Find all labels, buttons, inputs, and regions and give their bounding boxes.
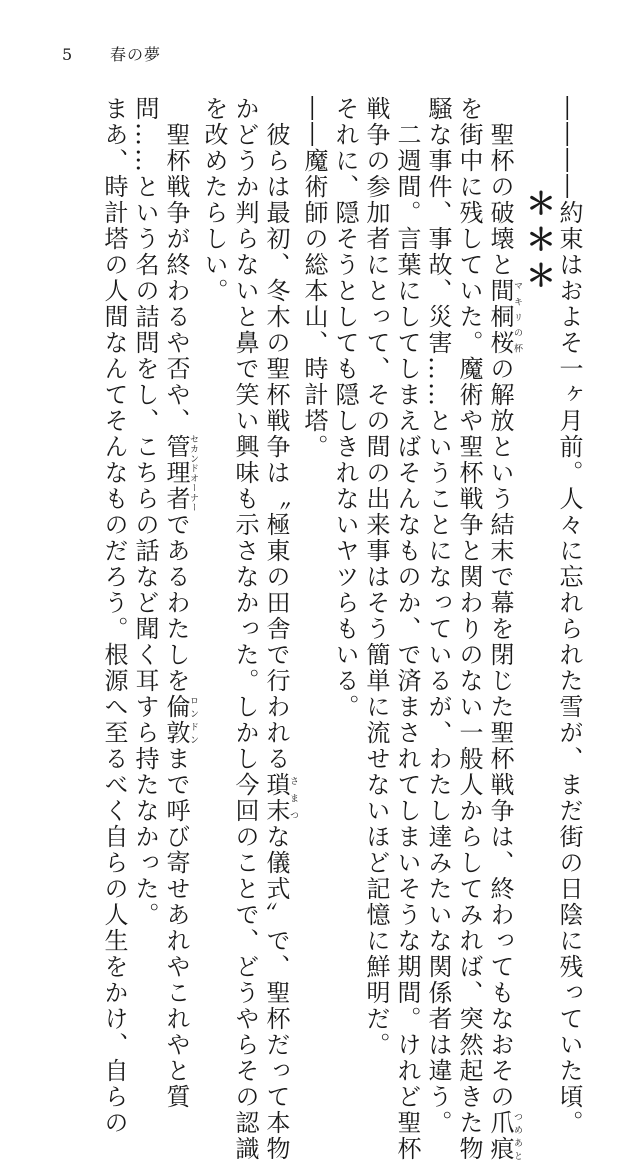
novel-body [64, 96, 584, 1162]
ruby-kanri-reading: セカンドオーナー [188, 434, 198, 512]
ruby-kanri: 管理者セカンドオーナー [162, 434, 198, 512]
ruby-makiri: 間桐桜マキリの杯 [486, 278, 522, 356]
paragraph-6: ――魔術師の総本山、時計塔。 [300, 96, 328, 460]
page-number: 5 [62, 45, 74, 64]
paragraph-4: 二週間。言葉にしてしまえばそんなものか、で済まされてしまいそうな期間。けれど聖杯 [393, 122, 421, 1162]
paragraph-3-body: の解放という結末で幕を閉じた聖杯戦争は、終わってもなおその [486, 356, 514, 1110]
ruby-makiri-reading: マキリの杯 [512, 278, 522, 356]
paragraph-8-line-2: 問……という名の詰問をし、こちらの話など聞く耳すら持たなかった。 [131, 96, 159, 928]
paragraph-4-line-2: 戦争の参加者にとって、その間の出来事はそう簡単に流せないほど記憶に鮮明だ。 [362, 96, 390, 1058]
chapter-title: 春の夢 [110, 45, 162, 64]
paragraph-7-line-2: かどうか判らないと鼻で笑い興味も示さなかった。しかし今回のことで、どうやらその認識 [231, 96, 259, 1162]
running-header [62, 42, 161, 65]
paragraph-3-line-3: 騒な事件、事故、災害……ということになっているが、わたし達みたいな関係者は違う。 [424, 96, 452, 1136]
paragraph-3-lead: 聖杯の破壊と [486, 122, 514, 278]
paragraph-8: 聖杯戦争が終わるや否や、管理者セカンドオーナーであるわたしを倫敦ロンドンまで呼び寄せあれやこれやと質 [162, 122, 198, 1110]
ruby-london-reading: ロンドン [188, 694, 198, 746]
paragraph-5: それに、隠そうとしても隠しきれないヤツらもいる。 [331, 96, 359, 720]
section-break: ＊＊＊ [520, 188, 555, 296]
ruby-tsume-reading: つめあと [512, 1110, 522, 1162]
paragraph-1: ――――約束はおよそ一ヶ月前。人々に忘れられた雪が、まだ街の日陰に残っていた頃。 [555, 96, 583, 1136]
paragraph-7: 彼らは最初、冬木の聖杯戦争は〝極東の田舎で行われる瑣末さまつな儀式〟で、聖杯だって本物 [262, 122, 298, 1162]
paragraph-7-line-3: を改めたらしい。 [200, 96, 228, 304]
paragraph-3-line-2: を街中に残していた。魔術や聖杯戦争と関わりのない一般人からしてみれば、突然起きた物 [455, 96, 483, 1162]
paragraph-3 [484, 96, 522, 1162]
paragraph-9: まあ、時計塔の人間なんてそんなものだろう。根源へ至るべく自らの人生をかけ、自らの [100, 96, 128, 1136]
ruby-tsume: 爪痕つめあと [486, 1110, 522, 1162]
ruby-samatsu-reading: さまつ [288, 772, 298, 824]
ruby-samatsu: 瑣末さまつ [262, 772, 298, 824]
ruby-london: 倫敦ロンドン [162, 694, 198, 746]
